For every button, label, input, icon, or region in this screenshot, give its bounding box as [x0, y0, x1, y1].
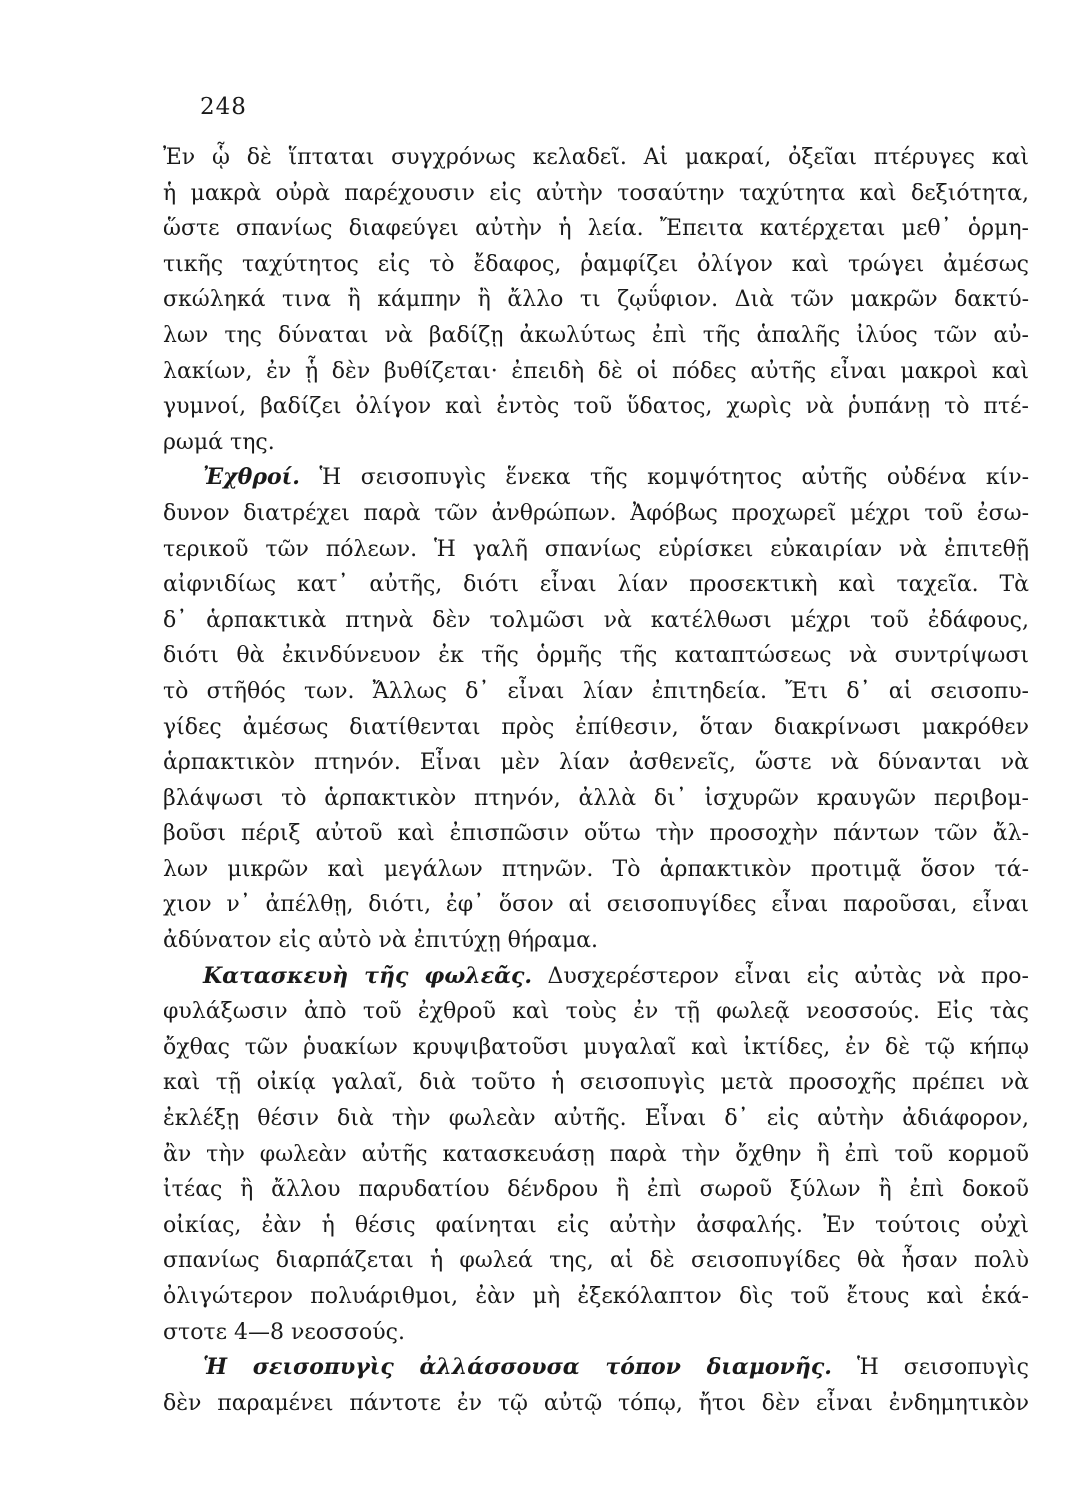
text-line: δυνον διατρέχει παρὰ τῶν ἀνθρώπων. Ἀφόβως προχωρεῖ μέχρι τοῦ ἐσω- — [163, 500, 1029, 526]
section-heading-tail: Δυσχερέστερον εἶναι εἰς αὐτὰς νὰ προ- — [547, 963, 1029, 989]
text-line: λων μικρῶν καὶ μεγάλων πτηνῶν. Τὸ ἁρπακτικὸν προτιμᾷ ὅσον τά- — [163, 856, 1029, 882]
page-number: 248 — [200, 94, 247, 120]
text-line: ὥστε σπανίως διαφεύγει αὐτὴν ἡ λεία. Ἔπειτα κατέρχεται μεθ᾽ ὁρμη- — [163, 216, 1029, 242]
text-line: βλάψωσι τὸ ἁρπακτικὸν πτηνόν, ἀλλὰ δι᾽ ἰσχυρῶν κραυγῶν περιβομ- — [163, 785, 1029, 811]
text-line: ἀδύνατον εἰς αὐτὸ νὰ ἐπιτύχῃ θήραμα. — [163, 928, 598, 954]
text-line: Ἐν ᾧ δὲ ἵπταται συγχρόνως κελαδεῖ. Αἱ μακραί, ὀξεῖαι πτέρυγες καὶ — [163, 145, 1029, 170]
text-line: ἁρπακτικὸν πτηνόν. Εἶναι μὲν λίαν ἀσθενεῖς, ὥστε νὰ δύνανται νὰ — [163, 750, 1029, 776]
text-line: ὀλιγώτερον πολυάριθμοι, ἐὰν μὴ ἐξεκόλαπτον δὶς τοῦ ἔτους καὶ ἑκά- — [163, 1284, 1029, 1309]
text-line: ἡ μακρὰ οὐρὰ παρέχουσιν εἰς αὐτὴν τοσαύτην ταχύτητα καὶ δεξιότητα, — [163, 180, 1029, 206]
text-line: λων της δύναται νὰ βαδίζῃ ἀκωλύτως ἐπὶ τῆς ἁπαλῆς ἰλύος τῶν αὐ- — [163, 322, 1029, 348]
section-heading-enemies: Ἐχθροί. — [203, 464, 300, 491]
text-line: τερικοῦ τῶν πόλεων. Ἡ γαλῆ σπανίως εὑρίσκει εὐκαιρίαν νὰ ἐπιτεθῇ — [163, 536, 1029, 562]
text-line: διότι θὰ ἐκινδύνευον ἐκ τῆς ὁρμῆς τῆς καταπτώσεως νὰ συντρίψωσι — [163, 643, 1029, 669]
text-line: σπανίως διαρπάζεται ἡ φωλεά της, αἱ δὲ σεισοπυγίδες θὰ ἦσαν πολὺ — [163, 1248, 1029, 1274]
text-line: ὄχθας τῶν ῥυακίων κρυψιβατοῦσι μυγαλαῖ καὶ ἰκτίδες, ἐν δὲ τῷ κήπῳ — [163, 1034, 1029, 1060]
text-line: λακίων, ἐν ᾗ δὲν βυθίζεται· ἐπειδὴ δὲ οἱ πόδες αὐτῆς εἶναι μακροὶ καὶ — [163, 358, 1029, 384]
text-line: σκώληκά τινα ἢ κάμπην ἢ ἄλλο τι ζῳΰφιον. Διὰ τῶν μακρῶν δακτύ- — [163, 287, 1029, 313]
text-line: τικῆς ταχύτητος εἰς τὸ ἔδαφος, ῥαμφίζει ὀλίγον καὶ τρώγει ἀμέσως — [163, 251, 1029, 277]
text-line: οἰκίας, ἐὰν ἡ θέσις φαίνηται εἰς αὐτὴν ἀσφαλής. Ἐν τούτοις οὐχὶ — [163, 1212, 1029, 1238]
text-line: χιον ν᾽ ἀπέλθῃ, διότι, ἐφ᾽ ὅσον αἱ σεισοπυγίδες εἶναι παροῦσαι, εἶναι — [163, 892, 1029, 918]
text-line: ἂν τὴν φωλεὰν αὐτῆς κατασκευάσῃ παρὰ τὴν ὄχθην ἢ ἐπὶ τοῦ κορμοῦ — [163, 1141, 1029, 1167]
text-line: δὲν παραμένει πάντοτε ἐν τῷ αὐτῷ τόπῳ, ἤτοι δὲν εἶναι ἐνδημητικὸν — [163, 1390, 1029, 1416]
text-line: αἰφνιδίως κατ᾽ αὐτῆς, διότι εἶναι λίαν προσεκτικὴ καὶ ταχεῖα. Τὰ — [163, 572, 1029, 598]
section-line-nest — [163, 959, 1029, 995]
text-line: ἰτέας ἢ ἄλλου παρυδατίου δένδρου ἢ ἐπὶ σωροῦ ξύλων ἢ ἐπὶ δοκοῦ — [163, 1177, 1029, 1203]
text-line: βοῦσι πέριξ αὐτοῦ καὶ ἐπισπῶσιν οὕτω τὴν προσοχὴν πάντων τῶν ἄλ- — [163, 821, 1029, 847]
section-heading-nest: Κατασκευὴ τῆς φωλεᾶς. — [203, 962, 533, 989]
section-line-migration — [163, 1350, 1029, 1386]
section-heading-migration: Ἡ σεισοπυγὶς ἀλλάσσουσα τόπον διαμονῆς. — [203, 1354, 832, 1381]
text-line: φυλάξωσιν ἀπὸ τοῦ ἐχθροῦ καὶ τοὺς ἐν τῇ φωλεᾷ νεοσσούς. Εἰς τὰς — [163, 999, 1029, 1025]
text-line: καὶ τῇ οἰκίᾳ γαλαῖ, διὰ τοῦτο ἡ σεισοπυγὶς μετὰ προσοχῆς πρέπει νὰ — [163, 1070, 1029, 1096]
section-line-enemies — [163, 460, 1029, 496]
text-line: τὸ στῆθός των. Ἄλλως δ᾽ εἶναι λίαν ἐπιτηδεία. Ἔτι δ᾽ αἱ σεισοπυ- — [163, 678, 1029, 704]
text-line: δ᾽ ἁρπακτικὰ πτηνὰ δὲν τολμῶσι νὰ κατέλθωσι μέχρι τοῦ ἐδάφους, — [163, 607, 1029, 633]
section-heading-tail: Ἡ σεισοπυγὶς — [856, 1355, 1030, 1381]
text-line: γυμνοί, βαδίζει ὀλίγον καὶ ἐντὸς τοῦ ὕδατος, χωρὶς νὰ ῥυπάνῃ τὸ πτέ- — [163, 394, 1029, 420]
text-line: ρωμά της. — [163, 429, 275, 455]
text-line: ἐκλέξῃ θέσιν διὰ τὴν φωλεὰν αὐτῆς. Εἶναι δ᾽ εἰς αὐτὴν ἀδιάφορον, — [163, 1106, 1029, 1132]
text-line: στοτε 4—8 νεοσσούς. — [163, 1319, 405, 1345]
text-line: γίδες ἀμέσως διατίθενται πρὸς ἐπίθεσιν, ὅταν διακρίνωσι μακρόθεν — [163, 714, 1029, 740]
body-text — [163, 140, 1029, 1421]
section-heading-tail: Ἡ σεισοπυγὶς ἕνεκα τῆς κομψότητος αὐτῆς οὐδένα κίν- — [319, 465, 1030, 491]
